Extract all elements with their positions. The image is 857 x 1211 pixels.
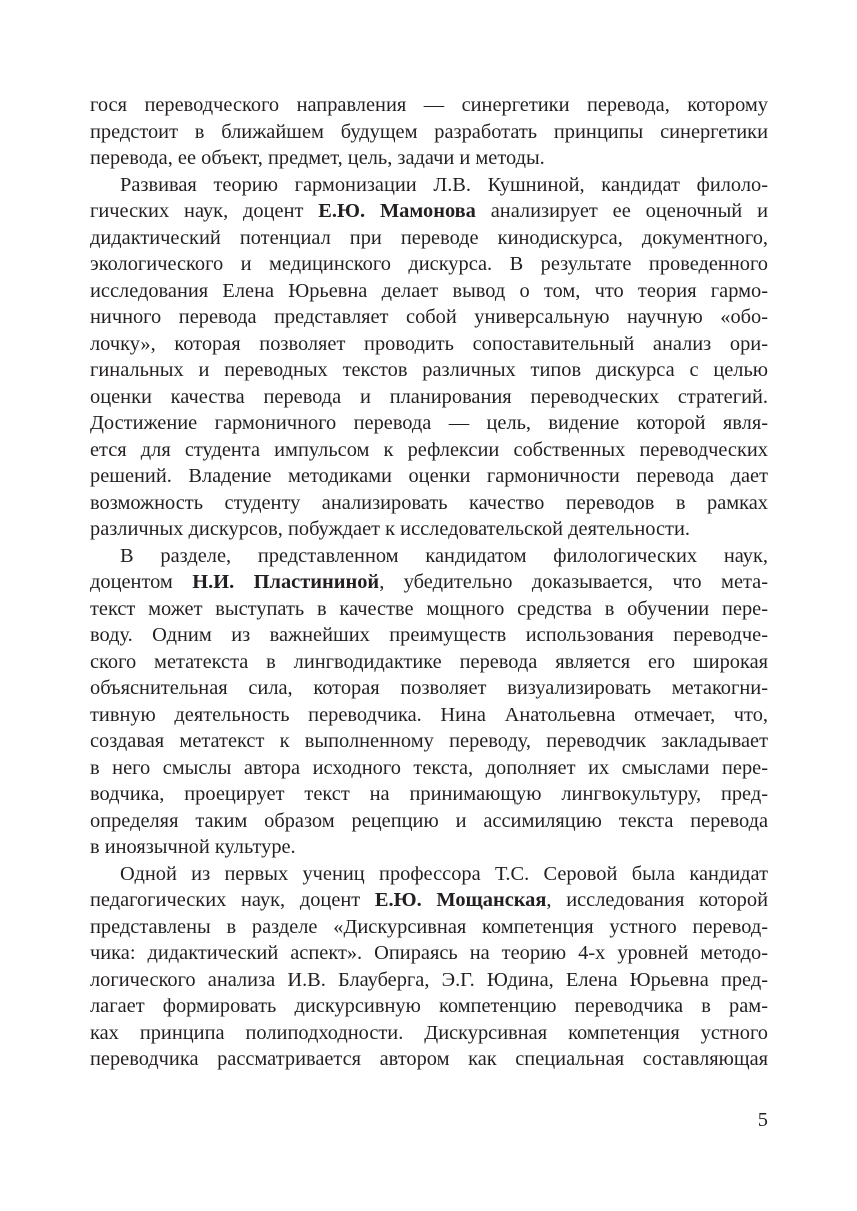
text-segment: воду. Одним из важнейших преимуществ использования переводче- [90, 624, 768, 646]
text-segment: гинальных и переводных текстов различных типов дискурса с целью [90, 359, 768, 381]
text-segment: , исследования которой [546, 889, 768, 911]
text-line [90, 755, 768, 782]
text-line [90, 357, 768, 384]
text-line [90, 172, 768, 199]
author-name: Н.И. Пластининой [192, 571, 380, 593]
text-segment: Развивая теорию гармонизации Л.В. Кушниной, кандидат филоло- [120, 173, 768, 196]
text-segment: экологического и медицинского дискурса. В результате проведенного [90, 253, 768, 275]
text-segment: педагогических наук, доцент [90, 889, 375, 911]
text-segment: в него смыслы автора исходного текста, дополняет их смыслами пере- [90, 756, 768, 779]
text-line [90, 967, 768, 994]
text-line [90, 808, 768, 835]
text-line [90, 1046, 768, 1073]
text-line [90, 940, 768, 967]
page-number: 5 [757, 1109, 768, 1131]
text-line [90, 861, 768, 888]
text-line [90, 410, 768, 437]
text-segment: ского метатекста в лингводидактике перевода является его широкая [90, 650, 768, 673]
text-line [90, 437, 768, 464]
text-line [90, 490, 768, 517]
text-line [90, 622, 768, 649]
text-segment: ничного перевода представляет собой универсальную научную «обо- [90, 306, 768, 328]
author-name: Е.Ю. Мощанская [374, 889, 547, 911]
text-segment: в иноязычной культуре. [90, 836, 296, 858]
text-segment: представлены в разделе «Дискурсивная компетенция устного перевод- [90, 915, 768, 938]
text-line [90, 1020, 768, 1047]
text-line [90, 278, 768, 305]
text-segment: В разделе, представленном кандидатом филологических наук, [120, 544, 768, 567]
text-line [90, 702, 768, 729]
text-line [90, 834, 768, 861]
text-segment: определяя таким образом рецепцию и ассимиляцию текста перевода [90, 809, 768, 832]
text-segment: решений. Владение методиками оценки гармоничности перевода дает [90, 465, 768, 487]
text-segment: логического анализа И.В. Блауберга, Э.Г. Юдина, Елена Юрьевна пред- [90, 968, 768, 991]
text-segment: Одной из первых учениц профессора Т.С. Серовой была кандидат [120, 862, 768, 885]
text-segment: , убедительно доказывается, что мета- [379, 571, 768, 593]
text-line [90, 914, 768, 941]
text-segment: возможность студенту анализировать качество переводов в рамках [90, 491, 768, 514]
text-segment: водчика, проецирует текст на принимающую лингвокультуру, пред- [90, 783, 768, 805]
text-segment: предстоит в ближайшем будущем разработать принципы синергетики [90, 120, 768, 143]
text-line [90, 198, 768, 225]
text-segment: дидактический потенциал при переводе кинодискурса, документного, [90, 226, 768, 249]
text-segment: оценки качества перевода и планирования переводческих стратегий. [90, 385, 768, 408]
text-line [90, 92, 768, 119]
text-line [90, 251, 768, 278]
text-line [90, 675, 768, 702]
text-segment: ках принципа полиподходности. Дискурсивная компетенция устного [90, 1021, 768, 1044]
text-line [90, 119, 768, 146]
text-line [90, 543, 768, 570]
text-line [90, 649, 768, 676]
text-segment: исследования Елена Юрьевна делает вывод о том, что теория гармо- [90, 279, 768, 302]
text-line [90, 728, 768, 755]
text-line [90, 145, 768, 172]
body-text [90, 92, 768, 1073]
text-line [90, 384, 768, 411]
text-line [90, 304, 768, 331]
text-segment: создавая метатекст к выполненному переводу, переводчик закладывает [90, 730, 768, 752]
text-segment: гося переводческого направления — синергетики перевода, которому [90, 94, 768, 116]
text-segment: различных дискурсов, побуждает к исследовательской деятельности. [90, 518, 690, 540]
text-segment: переводчика рассматривается автором как специальная составляющая [90, 1048, 768, 1070]
text-segment: лагает формировать дискурсивную компетенцию переводчика в рам- [90, 995, 768, 1017]
text-line [90, 569, 768, 596]
text-line [90, 993, 768, 1020]
text-segment: текст может выступать в качестве мощного средства в обучении пере- [90, 597, 768, 620]
text-segment: гических наук, доцент [90, 200, 319, 222]
text-segment: лочку», которая позволяет проводить сопоставительный анализ ори- [90, 332, 768, 355]
text-line [90, 516, 768, 543]
text-line [90, 596, 768, 623]
text-line [90, 887, 768, 914]
text-segment: ется для студента импульсом к рефлексии собственных переводческих [90, 438, 768, 461]
text-segment: анализирует ее оценочный и [475, 200, 768, 222]
text-segment: объяснительная сила, которая позволяет визуализировать метакогни- [90, 677, 768, 699]
text-line [90, 463, 768, 490]
author-name: Е.Ю. Мамонова [318, 200, 476, 222]
text-line [90, 225, 768, 252]
text-segment: доцентом [90, 571, 193, 593]
text-segment: чика: дидактический аспект». Опираясь на теорию 4-х уровней методо- [90, 942, 768, 964]
text-segment: тивную деятельность переводчика. Нина Анатольевна отмечает, что, [90, 703, 768, 726]
text-line [90, 781, 768, 808]
text-line [90, 331, 768, 358]
text-segment: перевода, ее объект, предмет, цель, задачи и методы. [90, 147, 545, 169]
text-segment: Достижение гармоничного перевода — цель, видение которой явля- [90, 412, 768, 434]
